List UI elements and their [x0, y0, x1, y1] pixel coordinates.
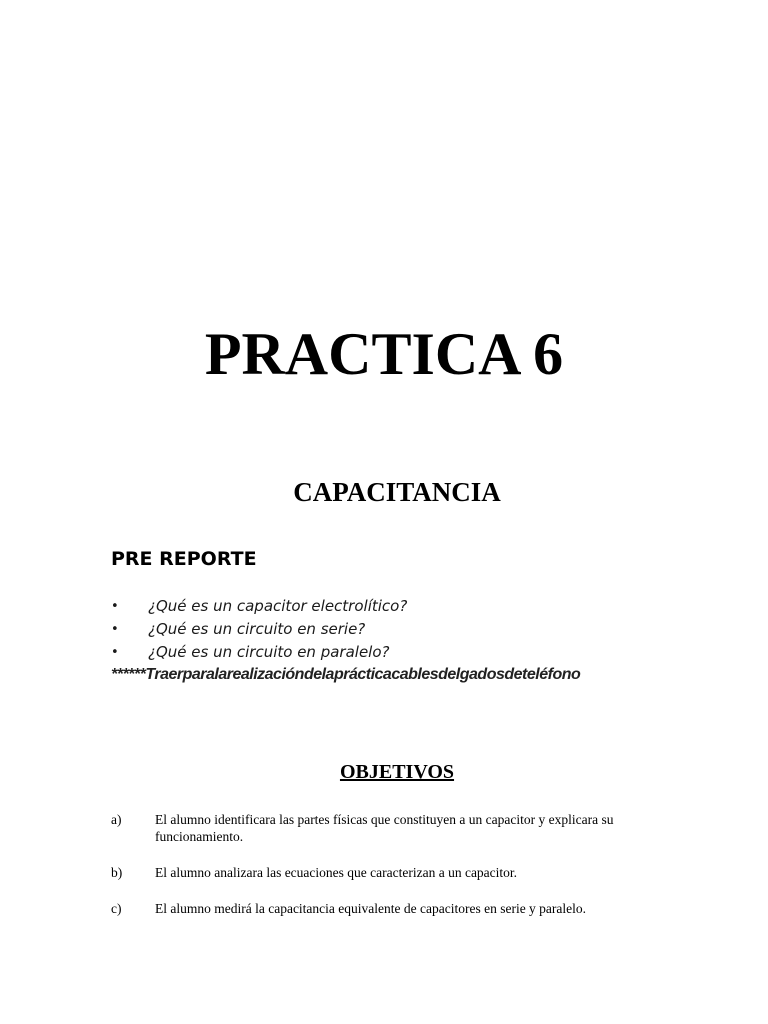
page-title: PRACTICA 6: [204, 321, 564, 387]
list-item: [111, 811, 656, 845]
list-item: [111, 641, 407, 664]
materials-note: ******Traerparalarealizacióndelaprácticacablesdelgadosdeteléfono: [111, 666, 581, 683]
list-item: [111, 864, 656, 881]
list-item: [111, 595, 407, 618]
objective-text: El alumno analizara las ecuaciones que caracterizan a un capacitor.: [155, 865, 518, 880]
objective-text: El alumno medirá la capacitancia equivalente de capacitores en serie y paralelo.: [155, 901, 587, 916]
list-item: [111, 618, 407, 641]
list-marker: a): [111, 812, 122, 827]
page-subtitle: CAPACITANCIA: [293, 477, 501, 507]
pre-report-questions: [111, 595, 407, 664]
question-text: ¿Qué es un circuito en serie?: [148, 620, 366, 638]
bullet-icon: •: [111, 645, 119, 660]
list-item: [111, 900, 656, 917]
objectives-heading: OBJETIVOS: [339, 761, 455, 783]
list-marker: c): [111, 901, 122, 916]
question-text: ¿Qué es un capacitor electrolítico?: [148, 597, 408, 615]
bullet-icon: •: [111, 599, 119, 614]
question-text: ¿Qué es un circuito en paralelo?: [148, 643, 390, 661]
objectives-list: [111, 811, 656, 936]
pre-report-heading: PRE REPORTE: [111, 548, 257, 570]
objective-text: El alumno identificara las partes físicas que constituyen a un capacitor y explicara su funcionamiento.: [155, 812, 614, 844]
bullet-icon: •: [111, 622, 119, 637]
list-marker: b): [111, 865, 123, 880]
